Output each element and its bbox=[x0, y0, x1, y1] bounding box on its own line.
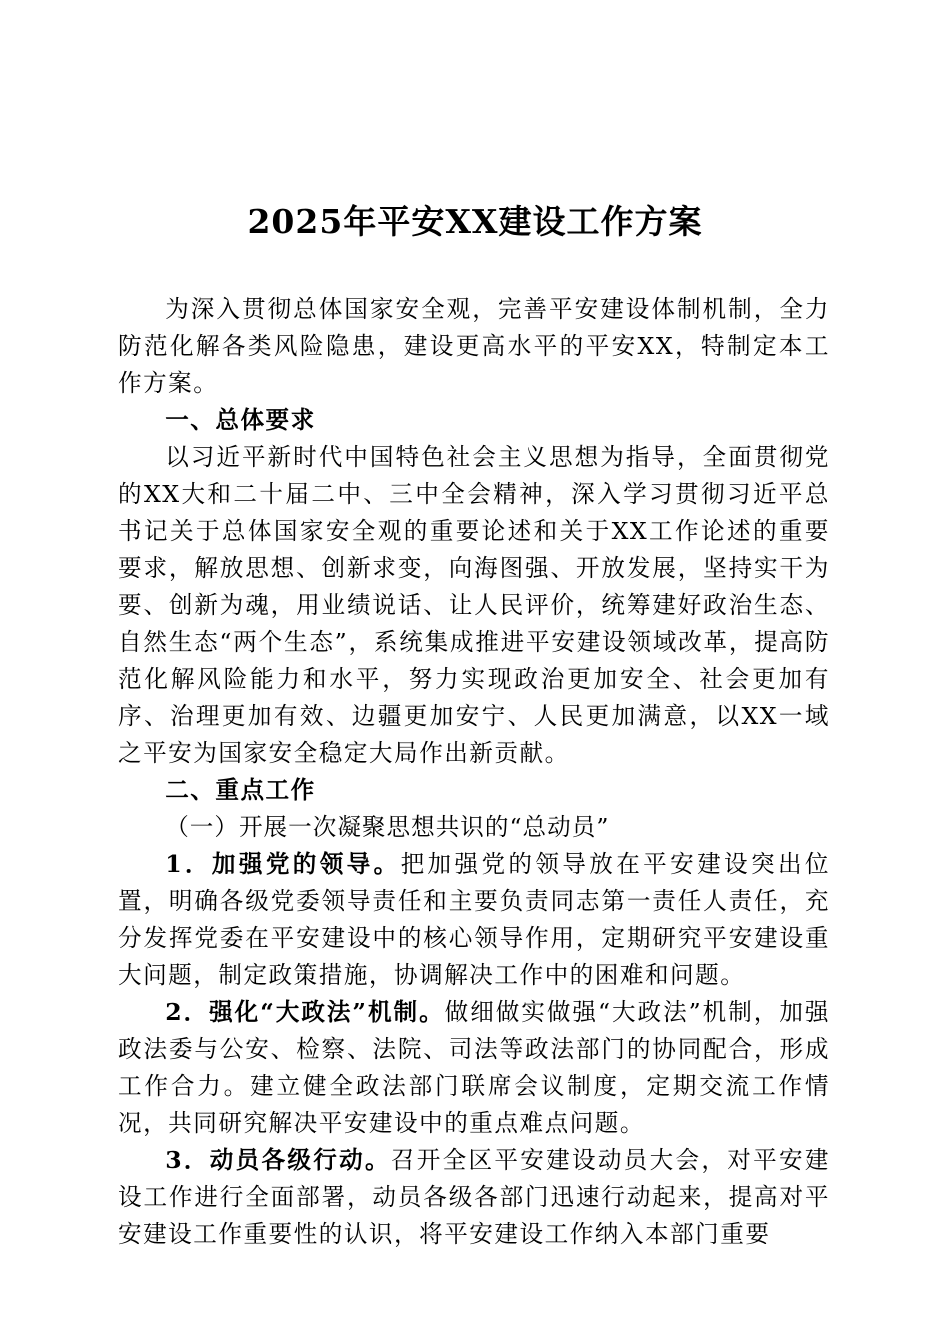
item-1-text: 把加强党的领导放在平安建设突出位置，明确各级党委领导责任和主要负责同志第一责任人责任，充分发挥党委在平安建设中的核心领导作用，定期研究平安建设重大问题，制定政策措施，协调解决工作中的困难和问题。 bbox=[118, 850, 830, 989]
item-1-lead: 1．加强党的领导。 bbox=[165, 850, 401, 878]
section-1-paragraph: 以习近平新时代中国特色社会主义思想为指导，全面贯彻党的XX大和二十届二中、三中全会精神，深入学习贯彻习近平总书记关于总体国家安全观的重要论述和关于XX工作论述的重要要求，解放思想、创新求变，向海图强、开放发展，坚持实干为要、创新为魂，用业绩说话、让人民评价，统筹建好政治生态、自然生态“两个生态”，系统集成推进平安建设领域改革，提高防范化解风险能力和水平，努力实现政治更加安全、社会更加有序、治理更加有效、边疆更加安宁、人民更加满意，以XX一域之平安为国家安全稳定大局作出新贡献。 bbox=[118, 443, 830, 767]
item-1-paragraph bbox=[118, 846, 830, 994]
section-1-heading: 一、总体要求 bbox=[165, 406, 316, 434]
section-2-heading: 二、重点工作 bbox=[165, 776, 316, 804]
item-2-lead: 2．强化“大政法”机制。 bbox=[165, 998, 445, 1026]
item-2-paragraph bbox=[118, 994, 830, 1142]
document-body bbox=[118, 291, 830, 1253]
section-2-subheading: （一）开展一次凝聚思想共识的“总动员” bbox=[165, 813, 610, 841]
item-3-text: 召开全区平安建设动员大会，对平安建设工作进行全面部署，动员各级各部门迅速行动起来，提高对平安建设工作重要性的认识，将平安建设工作纳入本部门重要 bbox=[118, 1146, 830, 1248]
item-3-paragraph bbox=[118, 1142, 830, 1253]
item-3-lead: 3．动员各级行动。 bbox=[165, 1146, 391, 1174]
intro-paragraph: 为深入贯彻总体国家安全观，完善平安建设体制机制，全力防范化解各类风险隐患，建设更高水平的平安XX，特制定本工作方案。 bbox=[118, 295, 830, 397]
item-2-text: 做细做实做强“大政法”机制，加强政法委与公安、检察、法院、司法等政法部门的协同配合，形成工作合力。建立健全政法部门联席会议制度，定期交流工作情况，共同研究解决平安建设中的重点难点问题。 bbox=[118, 998, 831, 1137]
document-title: 2025年平安XX建设工作方案 bbox=[247, 202, 703, 241]
